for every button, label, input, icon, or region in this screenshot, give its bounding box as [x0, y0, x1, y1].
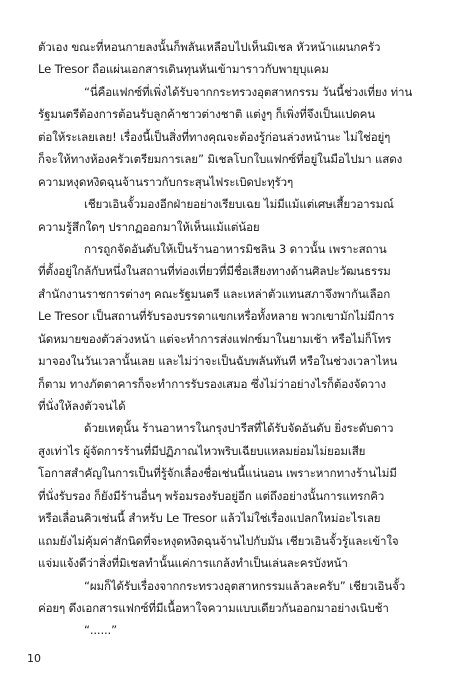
text-line: “นี่คือแฟกซ์ที่เพิ่งได้รับจากกระทรวงอุตสาหกรรม วันนี้ช่วงเที่ยง ท่าน: [84, 84, 413, 99]
text-line: “......”: [84, 623, 117, 638]
text-line: ก็ตาม ทางภัตตาคารก็จะทำการรับรองเสมอ ซึ่งไม่ว่าอย่างไรก็ต้องจัดวาง: [38, 376, 386, 391]
text-line: Le Tresor เป็นสถานที่รับรองบรรดาแขกเหรื่อทั้งหลาย พวกเขามักไม่มีการ: [38, 309, 395, 324]
text-line: ความหงุดหงิดฉุนจ้านราวกับกระสุนไฟระเบิดปะทุรัวๆ: [38, 174, 294, 189]
text-line: โอกาสสำคัญในการเป็นที่รู้จักเลื่องชื่อเช่นนี้แน่นอน เพราะหากทางร้านไม่มี: [38, 466, 397, 481]
text-line: สำนักงานราชการต่างๆ คณะรัฐมนตรี และเหล่าตัวแทนสภาจึงพากันเลือก: [38, 286, 391, 301]
text-line: ก็จะให้ทางห้องครัวเตรียมการเลย” มิเชลโบกใบแฟกซ์ที่อยู่ในมือไปมา แสดง: [38, 152, 403, 167]
text-line: ความรู้สึกใดๆ ปรากฏออกมาให้เห็นแม้แต่น้อย: [38, 219, 260, 234]
text-line: เชียวเอินจั้วมองอีกฝ่ายอย่างเรียบเฉย ไม่มีแม้แต่เศษเสี้ยวอารมณ์: [84, 197, 394, 212]
text-line: มาจองในวันเวลานั้นเลย และไม่ว่าจะเป็นฉับพลันทันที หรือในช่วงเวลาไหน: [38, 354, 398, 369]
text-line: ที่นั่งให้ลงตัวจนได้: [38, 399, 126, 413]
text-line: สูงเท่าไร ผู้จัดการร้านที่มีปฏิภาณไหวพริบเฉียบแหลมย่อมไม่ยอมเสีย: [38, 443, 366, 458]
text-line: ตัวเอง ขณะที่หอนกายลงนั้นก็พลันเหลือบไปเห็นมิเชล หัวหน้าแผนกครัว: [38, 40, 381, 54]
text-line: แถมยังไม่คุ้มค่าสักนิดที่จะหงุดหงิดฉุนจ้านไปกับมัน เชียวเอินจั้วรู้และเข้าใจ: [38, 533, 399, 548]
text-line: ด้วยเหตุนั้น ร้านอาหารในกรุงปารีสที่ได้รับจัดอันดับ ยิ่งระดับดาว: [84, 421, 394, 436]
text-line: รัฐมนตรีต้องการต้อนรับลูกค้าชาวต่างชาติ แต่งูๆ ก็เพิ่งที่จึงเป็นแปดคน: [38, 107, 376, 122]
text-line: “ผมก็ได้รับเรื่องจากกระทรวงอุตสาหกรรมแล้วละครับ” เชียวเอินจั้ว: [84, 578, 406, 593]
body-text: [38, 36, 432, 642]
text-line: การถูกจัดอันดับให้เป็นร้านอาหารมิชลิน 3 ดาวนั้น เพราะสถาน: [84, 241, 387, 256]
text-line: นัดหมายของตัวล่วงหน้า แต่จะทำการส่งแฟกซ์มาในยามเช้า หรือไม่ก็โทร: [38, 331, 392, 346]
text-line: แจ่มแจ้งดีว่าสิ่งที่มิเชลทำนั้นแค่การแกล้งทำเป็นเล่นละครบังหน้า: [38, 556, 348, 571]
text-line: Le Tresor ถือแผ่นเอกสารเดินทุนหันเข้ามาราวกับพายุบุแคม: [38, 62, 329, 77]
text-line: ที่ตั้งอยู่ใกล้กับหนึ่งในสถานที่ท่องเที่ยวที่มีชื่อเสียงทางด้านศิลปะวัฒนธรรม: [38, 264, 391, 279]
page-number: 10: [27, 652, 41, 665]
text-line: ที่นั่งรับรอง ก็ยังมีร้านอื่นๆ พร้อมรองรับอยู่อีก แต่ถึงอย่างนั้นการแทรกคิว: [38, 488, 385, 503]
text-line: หรือเลื่อนคิวเช่นนี้ สำหรับ Le Tresor แล้วไม่ใช่เรื่องแปลกใหม่อะไรเลย: [38, 511, 381, 526]
text-line: ค่อยๆ ดึงเอกสารแฟกซ์ที่มีเนื้อหาใจความแบบเดียวกันออกมาอย่างเนิบช้า: [38, 600, 389, 615]
text-line: ต่อให้ระเลยเลย! เรื่องนี้เป็นสิ่งที่ทางคุณจะต้องรู้ก่อนล่วงหน้านะ ไม่ใช่อยู่ๆ: [38, 129, 391, 144]
